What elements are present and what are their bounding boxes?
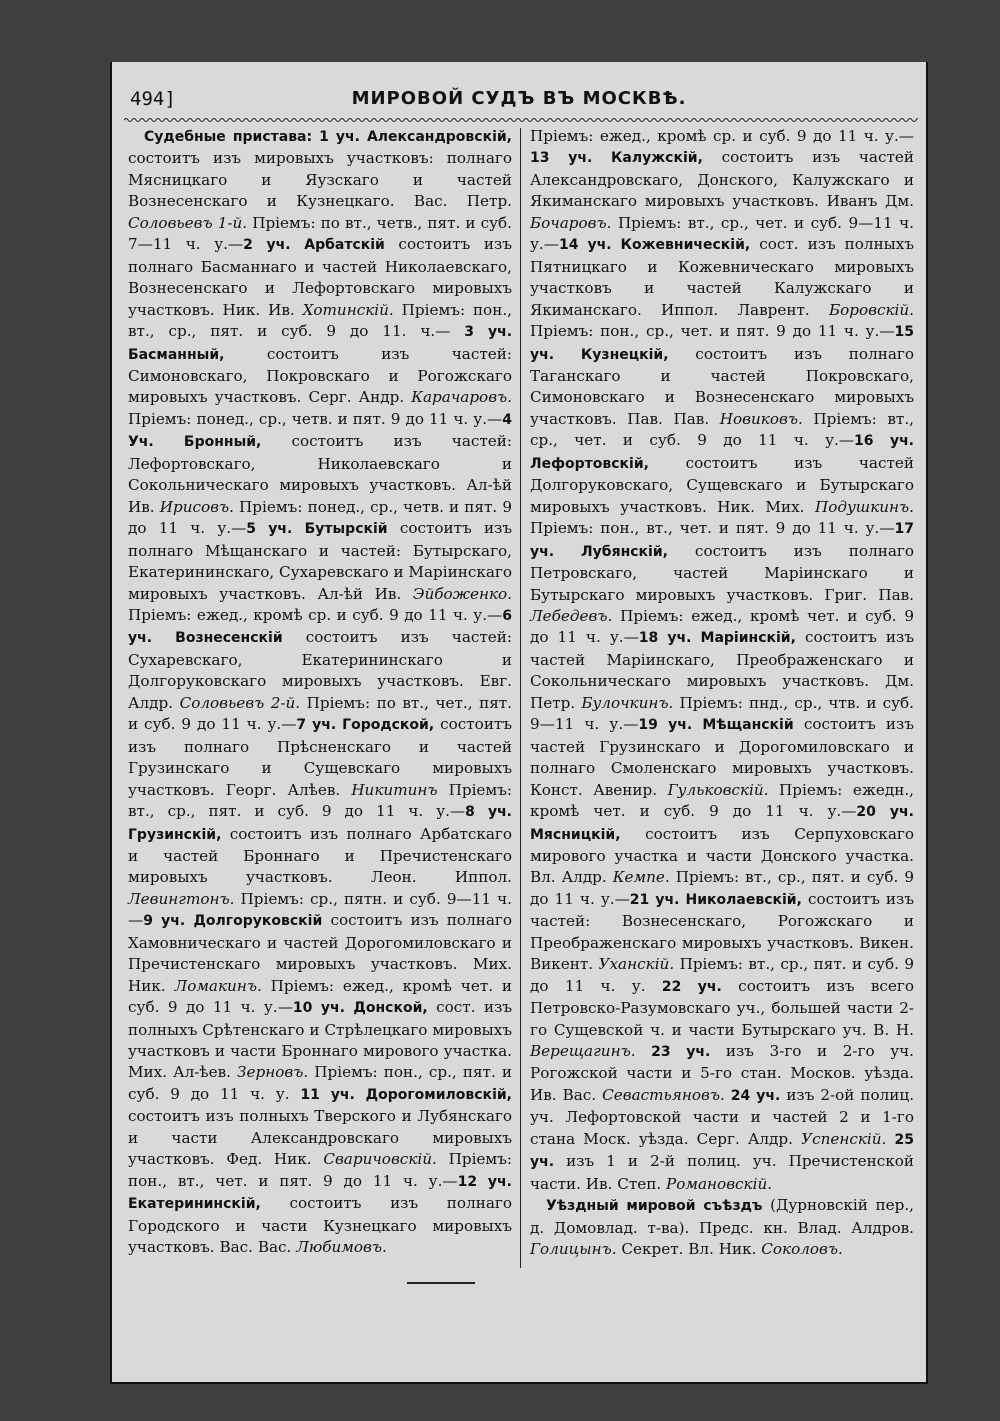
- person-name: Соколовъ.: [761, 1240, 843, 1259]
- entry-heading: 25 уч.: [530, 1131, 915, 1171]
- person-name: Уханскій.: [598, 955, 675, 974]
- person-name: Кемпе.: [612, 868, 670, 887]
- person-name: Подушкинъ.: [814, 497, 914, 516]
- entry-heading: 18 уч. Маріинскій,: [638, 630, 796, 647]
- left-column: [128, 126, 512, 1259]
- entry-heading: 15 уч. Кузнецкій,: [530, 324, 914, 363]
- person-name: Романовскій.: [666, 1174, 773, 1193]
- person-name: Эйбоженко.: [412, 584, 512, 603]
- body-text: состоитъ изъ частей: Лефортовскаго, Николаевскаго и Сокольническаго мировыхъ участковъ. Ал-ѣй Ив.: [128, 432, 513, 516]
- right-column: [530, 126, 914, 1261]
- person-name: Хотинскій.: [302, 300, 394, 319]
- end-rule: [407, 1282, 475, 1284]
- body-text: Пріемъ: пнд., ср., чтв. и суб. 9—11 ч. у.—: [530, 693, 914, 734]
- running-title: МИРОВОЙ СУДЪ ВЪ МОСКВѢ.: [351, 88, 687, 109]
- body-text: Пріемъ: ежед., кромѣ ср. и суб. 9 до 11 ч. у.—: [128, 605, 503, 624]
- page-number: 494]: [130, 88, 176, 110]
- body-text: состоитъ изъ полнаго Прѣсненскаго и частей Грузинскаго и Сущевскаго мировыхъ участковъ. Георг. Алѣев.: [128, 715, 513, 799]
- person-name: Булочкинъ.: [581, 693, 674, 712]
- body-text: сост. изъ полныхъ Пятницкаго и Кожевническаго мировыхъ участковъ и частей Калужскаго и Якиманскаго. Иппол. Лаврент.: [530, 235, 915, 319]
- person-name: Севастьяновъ.: [602, 1085, 725, 1104]
- person-name: Лебедевъ.: [530, 606, 613, 625]
- body-text: Пріемъ: вт., ср., пят. и суб. 9 до 11 ч. у.—: [128, 780, 513, 821]
- entry-heading: Судебные пристава: 1 уч. Александровскій,: [144, 129, 512, 145]
- entry-heading: 9 уч. Долгоруковскій: [143, 913, 323, 930]
- person-name: Успенскій.: [801, 1129, 887, 1148]
- body-text: Пріемъ: понед., ср., четв. и пят. 9 до 11 ч. у.—: [128, 409, 503, 428]
- page-header: [112, 78, 926, 114]
- column-divider: [520, 128, 521, 1268]
- body-text: Пріемъ: вт., ср., пят. и суб. 9 до 11 ч. у.—: [530, 868, 914, 908]
- person-name: Бочаровъ.: [530, 213, 612, 232]
- body-text: [886, 1130, 894, 1148]
- body-text: Секрет. Вл. Ник.: [616, 1240, 762, 1259]
- person-name: Никитинъ: [351, 780, 438, 799]
- person-name: Карачаровъ.: [411, 388, 512, 407]
- entry-heading: 20 уч. Мясницкій,: [530, 804, 914, 843]
- body-text: состоитъ изъ всего Петровско-Разумовскаго уч., большей части 2-го Сущевской ч. и части Бутырскаго уч. В. Н.: [530, 976, 914, 1039]
- body-text: Пріемъ: ежед., кромѣ чет. и суб. 9 до 11 ч. у.—: [530, 606, 914, 647]
- body-text: состоитъ изъ частей: Симоновскаго, Покровскаго и Рогожскаго мировыхъ участковъ. Серг. Андр.: [128, 344, 512, 407]
- body-text: Пріемъ: ежед., кромѣ чет. и суб. 9 до 11 ч. у.—: [128, 976, 512, 1017]
- body-text: состоитъ изъ полнаго Мѣщанскаго и частей: Бутырскаго, Екатерининскаго, Сухаревскаго и Маріинскаго мировыхъ участковъ. Ал-ѣй Ив.: [128, 519, 513, 603]
- body-text: состоитъ изъ частей Александровскаго, Донского, Калужскаго и Якиманскаго мировыхъ участковъ. Иванъ Дм.: [530, 148, 914, 211]
- entry-heading: 21 уч. Николаевскій,: [629, 891, 802, 908]
- person-name: Верещагинъ.: [530, 1042, 636, 1061]
- entry-heading: 24 уч.: [730, 1087, 781, 1104]
- entry-heading: 14 уч. Кожевническій,: [558, 237, 751, 254]
- body-text: изъ 2-ой полиц. уч. Лефортовской части и частей 2 и 1-го стана Моск. уѣзда. Серг. Алдр.: [530, 1085, 915, 1148]
- person-name: Любимовъ.: [296, 1238, 387, 1257]
- person-name: Новиковъ.: [719, 409, 803, 428]
- entry-heading: 4 Уч. Бронный,: [128, 411, 512, 451]
- person-name: Соловьевъ 2-й.: [179, 693, 301, 712]
- body-text: [636, 1042, 652, 1060]
- body-text: состоитъ изъ мировыхъ участковъ: полнаго Мясницкаго и Яузскаго и частей Вознесенскаго и Кузнецкаго. Вас. Петр.: [128, 149, 512, 211]
- person-name: Ирисовъ.: [159, 497, 234, 516]
- body-text: состоитъ изъ полнаго Басманнаго и частей Николаевскаго, Вознесенскаго и Лефортовскаго мировыхъ участковъ. Ник. Ив.: [128, 235, 512, 319]
- person-name: Левингтонъ.: [128, 889, 235, 908]
- body-text: состоитъ изъ полныхъ Тверского и Лубянскаго и части Александровскаго мировыхъ участковъ. Фед. Ник.: [128, 1107, 512, 1169]
- entry-heading: 3 уч. Басманный,: [128, 324, 513, 363]
- body-text: Пріемъ: пон., ср., пят. и суб. 9 до 11 ч. у.: [128, 1063, 512, 1103]
- entry-heading: 16 уч. Лефортовскій,: [530, 433, 914, 472]
- entry-heading: 2 уч. Арбатскій: [243, 237, 385, 254]
- body-text: состоитъ изъ частей Маріинскаго, Преображенскаго и Сокольническаго мировыхъ участковъ. Дм. Петр.: [530, 628, 914, 712]
- person-name: Гульковскій.: [667, 780, 769, 799]
- body-text: Пріемъ: понед., ср., четв. и пят. 9 до 11 ч. у.—: [128, 497, 512, 538]
- person-name: Голицынъ.: [530, 1240, 617, 1259]
- body-text: состоитъ изъ частей: Вознесенскаго, Рогожскаго и Преображенскаго мировыхъ участковъ. Викен. Викент.: [530, 889, 914, 974]
- person-name: Боровскій.: [828, 300, 914, 319]
- person-name: Соловьевъ 1-й.: [128, 213, 248, 232]
- entry-heading: 11 уч. Дорогомиловскій,: [300, 1086, 512, 1103]
- entry-heading: 17 уч. Лубянскій,: [530, 521, 914, 560]
- body-text: Пріемъ: ежед., кромѣ ср. и суб. 9 до 11 ч. у.—: [530, 127, 914, 145]
- body-text: состоитъ изъ частей Долгоруковскаго, Сущевскаго и Бутырскаго мировыхъ участковъ. Ник. Мих.: [530, 453, 914, 516]
- body-text: изъ 3-го и 2-го уч. Рогожской части и 5-го стан. Москов. уѣзда. Ив. Вас.: [530, 1042, 914, 1104]
- body-text: Пріемъ: ср., пятн. и суб. 9—11 ч.—: [128, 889, 512, 930]
- right-column-paragraph-2: [530, 1195, 914, 1260]
- body-text: состоитъ изъ частей Грузинскаго и Дорогомиловскаго и полнаго Смоленскаго мировыхъ участковъ. Конст. Авенир.: [530, 715, 914, 799]
- body-text: состоитъ изъ полнаго Таганскаго и частей Покровскаго, Симоновскаго и Вознесенскаго мировыхъ участковъ. Пав. Пав.: [530, 344, 914, 428]
- entry-heading: Уѣздный мировой съѣздъ: [546, 1198, 763, 1215]
- entry-heading: 22 уч.: [661, 978, 722, 995]
- body-text: состоитъ изъ Серпуховскаго мирового участка и части Донского участка. Вл. Алдр.: [530, 824, 914, 887]
- body-text: состоитъ изъ полнаго Петровскаго, частей Маріинскаго и Бутырскаго мировыхъ участковъ. Григ. Пав.: [530, 541, 914, 604]
- body-text: изъ 1 и 2-й полиц. уч. Пречистенской части. Ив. Степ.: [530, 1152, 914, 1193]
- left-column-text: [128, 126, 512, 1259]
- entry-heading: 5 уч. Бутырскій: [246, 521, 388, 538]
- entry-heading: 7 уч. Городской,: [296, 717, 435, 734]
- body-text: Пріемъ: ежедн., кромѣ чет. и суб. 9 до 11 ч. у.—: [530, 780, 915, 821]
- body-text: Пріемъ: пон., вт., ср., пят. и суб. 9 до 11. ч.—: [128, 300, 512, 341]
- decorative-wavy-rule: [124, 116, 918, 124]
- body-text: сост. изъ полныхъ Срѣтенскаго и Стрѣлецкаго мировыхъ участковъ и части Броннаго мирового участка. Мих. Ал-ѣев.: [128, 998, 513, 1082]
- body-text: Пріемъ: пон., вт., чет. и пят. 9 до 11 ч. у.—: [128, 1150, 513, 1190]
- entry-heading: 8 уч. Грузинскій,: [128, 804, 513, 843]
- body-text: (Дурновскій пер., д. Домовлад. т-ва). Предс. кн. Влад. Алдров.: [530, 1196, 914, 1237]
- body-text: Пріемъ: по вт., четв., пят. и суб. 7—11 ч. у.—: [128, 213, 512, 254]
- body-text: Пріемъ: вт., ср., чет. и суб. 9 до 11 ч. у.—: [530, 409, 914, 450]
- entry-heading: 6 уч. Вознесенскій: [128, 607, 512, 647]
- person-name: Сваричовскій.: [323, 1150, 437, 1169]
- person-name: Зерновъ.: [237, 1063, 309, 1082]
- body-text: Пріемъ: пон., вт., чет. и пят. 9 до 11 ч. у.—: [530, 519, 895, 538]
- entry-heading: 19 уч. Мѣщанскій: [638, 717, 794, 734]
- entry-heading: 23 уч.: [651, 1044, 711, 1061]
- book-page: [110, 62, 928, 1384]
- body-text: Пріемъ: пон., ср., чет. и пят. 9 до 11 ч. у.—: [530, 322, 895, 341]
- entry-heading: 10 уч. Донской,: [292, 1000, 428, 1017]
- body-text: состоитъ изъ полнаго Арбатскаго и частей Броннаго и Пречистенскаго мировыхъ участковъ. Леон. Иппол.: [128, 824, 512, 887]
- body-text: состоитъ изъ полнаго Хамовническаго и частей Дорогомиловскаго и Пречистенскаго мировыхъ участковъ. Мих. Ник.: [128, 911, 513, 995]
- body-text: Пріемъ: по вт., чет., пят. и суб. 9 до 11 ч. у.—: [128, 693, 513, 734]
- body-text: Пріемъ: вт., ср., чет. и суб. 9—11 ч. у.—: [530, 213, 914, 254]
- entry-heading: 12 уч. Екатерининскій,: [128, 1173, 512, 1213]
- body-text: состоитъ изъ полнаго Городского и части Кузнецкаго мировыхъ участковъ. Вас. Вас.: [128, 1194, 512, 1257]
- person-name: Ломакинъ.: [174, 976, 262, 995]
- body-text: состоитъ изъ частей: Сухаревскаго, Екатерининскаго и Долгоруковскаго мировыхъ участковъ. Евг. Алдр.: [128, 628, 513, 712]
- right-column-text: [530, 126, 914, 1195]
- entry-heading: 13 уч. Калужскій,: [530, 150, 703, 167]
- body-text: Пріемъ: вт., ср., пят. и суб. 9 до 11 ч. у.: [530, 955, 914, 995]
